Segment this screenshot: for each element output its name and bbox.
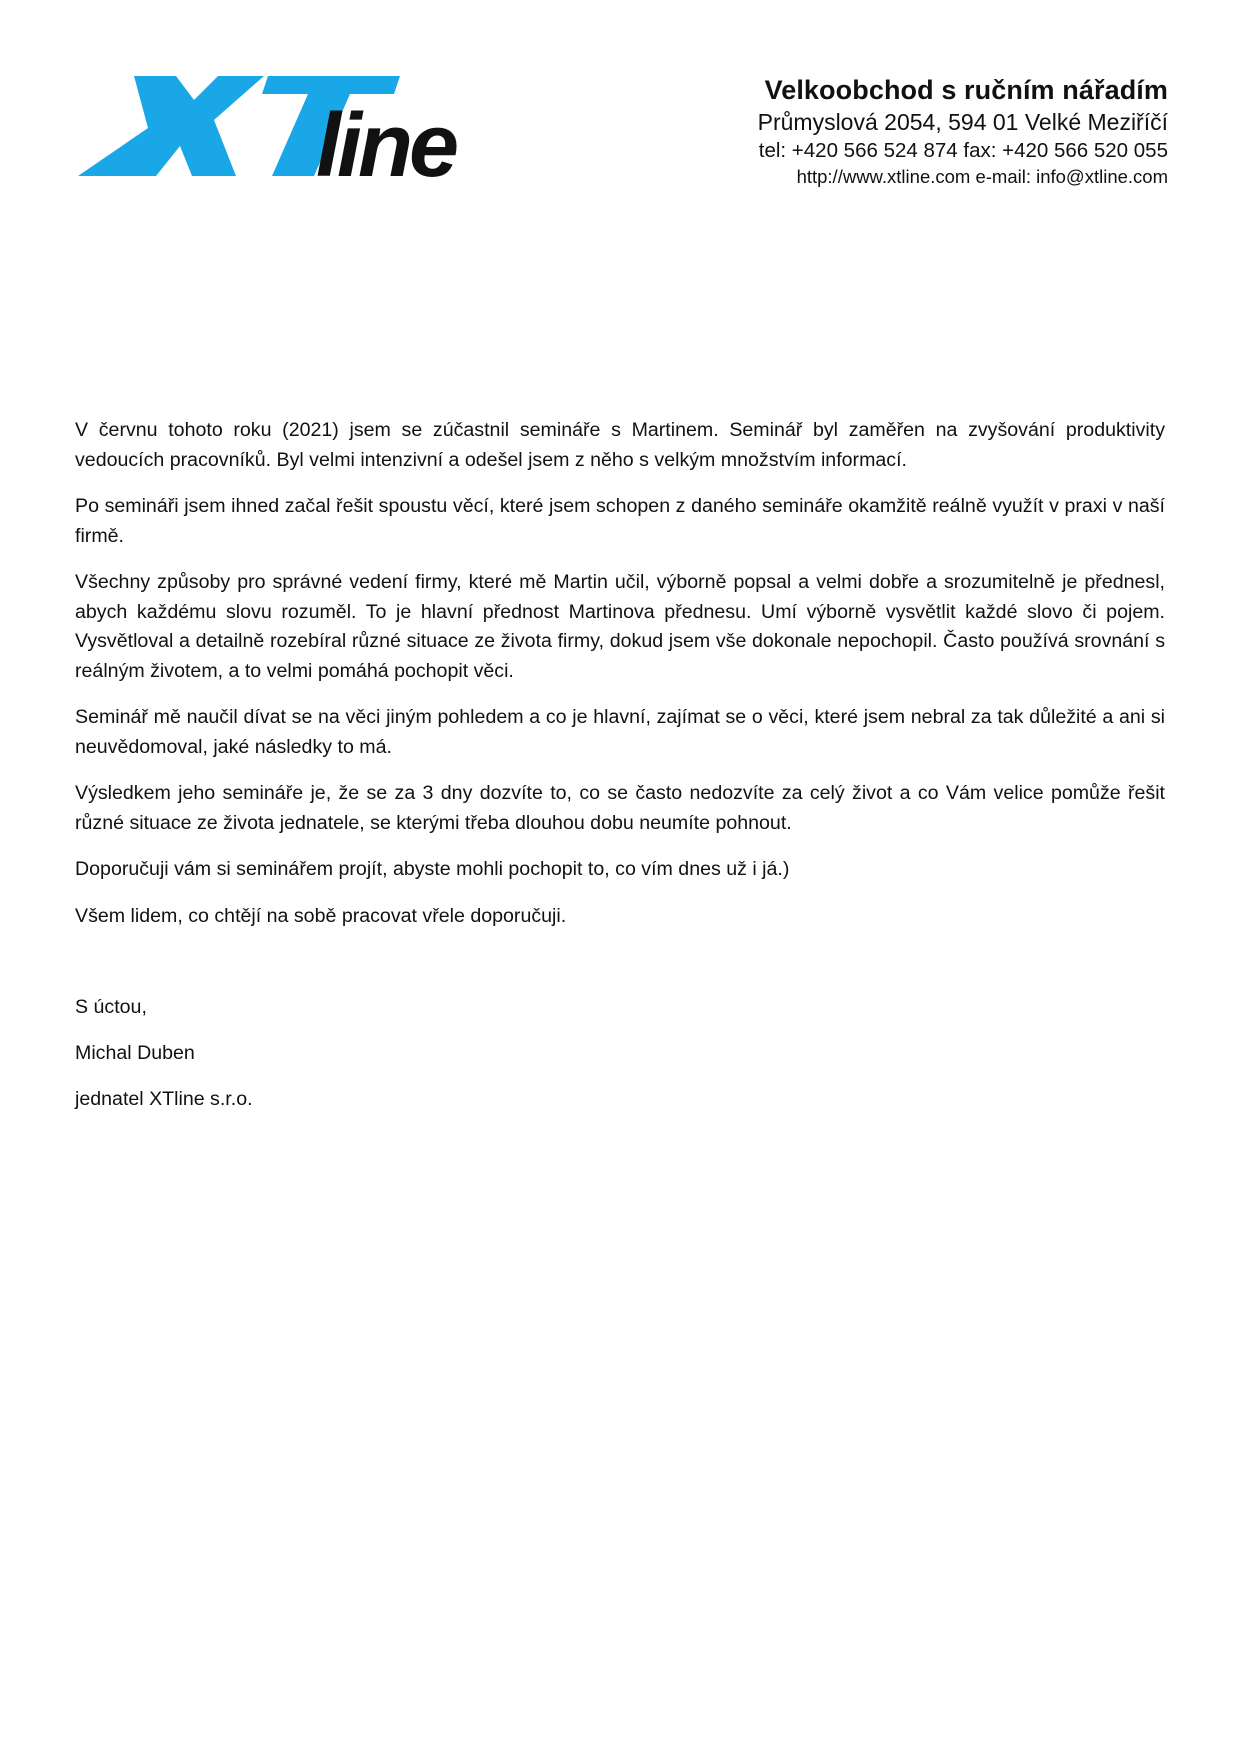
paragraph: Výsledkem jeho semináře je, že se za 3 dny dozvíte to, co se často nedozvíte za celý život a co Vám velice pomůže řešit různé situace ze života jednatele, se kterými třeba dlouhou dobu neumíte pohnout. — [75, 782, 1165, 834]
paragraph: Všem lidem, co chtějí na sobě pracovat vřele doporučuji. — [75, 904, 567, 927]
paragraph: Všechny způsoby pro správné vedení firmy, které mě Martin učil, výborně popsal a velmi dobře a srozumitelně je přednesl, abych každému slovu rozuměl. To je hlavní přednost Martinova přednesu. Umí výborně vysvětlit každé slovo či pojem. Vysvětloval a detailně rozebíral různé situace ze života firmy, dokud jsem vše dokonale nepochopil. Často používá srovnání s reálným životem, a to velmi pomáhá pochopit věci. — [75, 571, 1165, 682]
company-header — [758, 72, 1168, 190]
xtline-logo — [78, 76, 508, 184]
signatory-name: Michal Duben — [75, 1042, 195, 1064]
company-name: Velkoobchod s ručním nářadím — [764, 75, 1168, 105]
paragraph: Seminář mě naučil dívat se na věci jiným pohledem a co je hlavní, zajímat se o věci, které jsem nebral za tak důležité a ani si neuvědomoval, jaké následky to má. — [75, 706, 1165, 758]
signatory-title: jednatel XTline s.r.o. — [75, 1088, 253, 1110]
company-address: Průmyslová 2054, 594 01 Velké Meziříčí — [757, 109, 1168, 135]
paragraph: V červnu tohoto roku (2021) jsem se zúčastnil semináře s Martinem. Seminář byl zaměřen na zvyšování produktivity vedoucích pracovníků. Byl velmi intenzivní a odešel jsem z něho s velkým množstvím informací. — [75, 419, 1165, 471]
xtline-logo-graphic — [78, 76, 508, 184]
salutation: S úctou, — [75, 996, 147, 1018]
logo-x-shape — [78, 76, 264, 176]
paragraph: Doporučuji vám si seminářem projít, abyste mohli pochopit to, co vím dnes už i já.) — [75, 858, 790, 880]
company-web-email: http://www.xtline.com e-mail: info@xtline.com — [796, 166, 1168, 187]
paragraph: Po semináři jsem ihned začal řešit spoustu věcí, které jsem schopen z daného semináře okamžitě reálně využít v praxi v naší firmě. — [75, 495, 1165, 547]
letter-closing — [75, 993, 253, 1131]
company-phone-fax: tel: +420 566 524 874 fax: +420 566 520 055 — [758, 139, 1168, 162]
logo-line-lettering: line — [316, 96, 456, 184]
letter-body — [75, 416, 1165, 948]
